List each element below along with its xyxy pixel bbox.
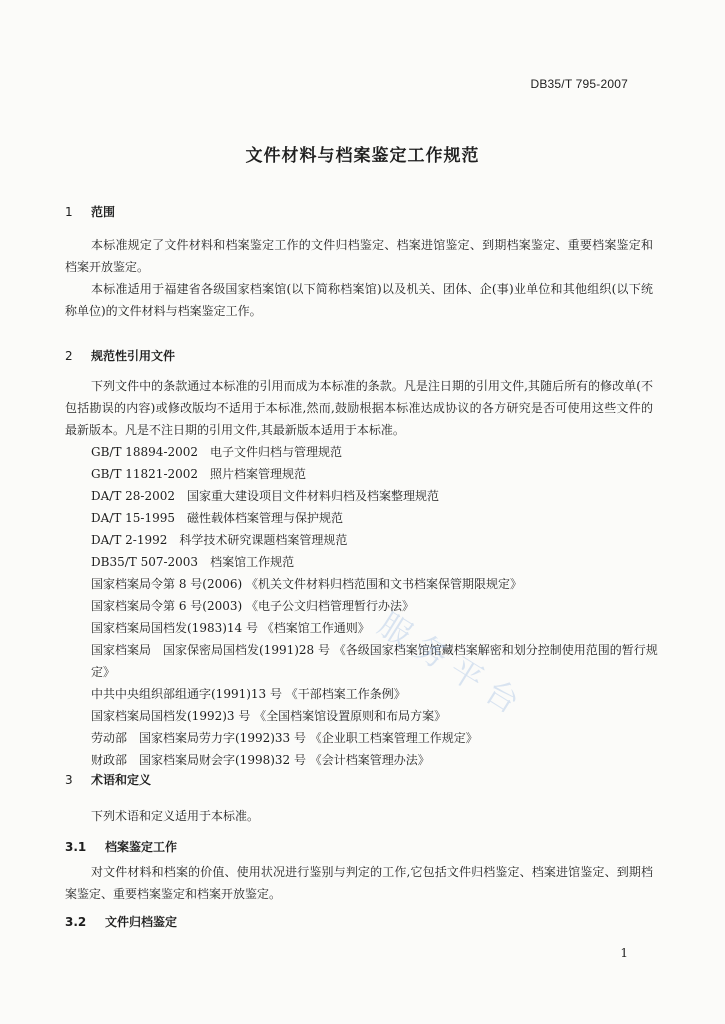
section-3-heading bbox=[65, 771, 151, 788]
section-number: 3 bbox=[65, 773, 73, 787]
term-definition-3-1: 对文件材料和档案的价值、使用状况进行鉴别与判定的工作,它包括文件归档鉴定、档案进馆鉴定、到期档案鉴定、重要档案鉴定和档案开放鉴定。 bbox=[65, 865, 653, 901]
reference-item: GB/T 11821-2002 照片档案管理规范 bbox=[91, 467, 307, 481]
scope-paragraph-2: 本标准适用于福建省各级国家档案馆(以下简称档案馆)以及机关、团体、企(事)业单位和其他组织(以下统称单位)的文件材料与档案鉴定工作。 bbox=[65, 282, 653, 318]
reference-item: 国家档案局国档发(1983)14 号 《档案馆工作通则》 bbox=[91, 621, 370, 635]
subsection-number: 3.2 bbox=[65, 915, 87, 929]
reference-item: GB/T 18894-2002 电子文件归档与管理规范 bbox=[91, 445, 343, 459]
standard-code: DB35/T 795-2007 bbox=[530, 77, 628, 91]
section-title: 规范性引用文件 bbox=[91, 349, 176, 363]
reference-item: DB35/T 507-2003 档案馆工作规范 bbox=[91, 555, 295, 569]
section-2-heading bbox=[65, 347, 175, 364]
subsection-3-2-heading bbox=[65, 913, 177, 930]
normative-references-list bbox=[91, 441, 661, 771]
section-1-heading bbox=[65, 203, 115, 220]
reference-item: 中共中央组织部组通字(1991)13 号 《干部档案工作条例》 bbox=[91, 687, 406, 701]
subsection-title: 文件归档鉴定 bbox=[105, 915, 178, 929]
reference-item: 财政部 国家档案局财会字(1998)32 号 《会计档案管理办法》 bbox=[91, 753, 430, 767]
references-intro: 下列文件中的条款通过本标准的引用而成为本标准的条款。凡是注日期的引用文件,其随后所有的修改单(不包括勘误的内容)或修改版均不适用于本标准,然而,鼓励根据本标准达成协议的各方研究是否可使用这些文件的最新版本。凡是不注日期的引用文件,其最新版本适用于本标准。 bbox=[65, 379, 653, 437]
reference-item: 国家档案局令第 8 号(2006) 《机关文件材料归档范围和文书档案保管期限规定》 bbox=[91, 577, 522, 591]
subsection-number: 3.1 bbox=[65, 840, 87, 854]
reference-item bbox=[65, 639, 661, 683]
reference-item: DA/T 15-1995 磁性载体档案管理与保护规范 bbox=[91, 511, 344, 525]
page-number: 1 bbox=[620, 946, 628, 960]
subsection-3-1-heading bbox=[65, 838, 177, 855]
scope-paragraph-1: 本标准规定了文件材料和档案鉴定工作的文件归档鉴定、档案进馆鉴定、到期档案鉴定、重要档案鉴定和档案开放鉴定。 bbox=[65, 238, 653, 274]
reference-item: 国家档案局国档发(1992)3 号 《全国档案馆设置原则和布局方案》 bbox=[91, 709, 447, 723]
reference-item: DA/T 2-1992 科学技术研究课题档案管理规范 bbox=[91, 533, 348, 547]
watermark: 服务平台 bbox=[371, 605, 535, 727]
terms-intro: 下列术语和定义适用于本标准。 bbox=[91, 809, 260, 823]
section-title: 术语和定义 bbox=[91, 773, 152, 787]
reference-item: 劳动部 国家档案局劳力字(1992)33 号 《企业职工档案管理工作规定》 bbox=[91, 731, 478, 745]
section-number: 1 bbox=[65, 205, 73, 219]
subsection-title: 档案鉴定工作 bbox=[105, 840, 178, 854]
reference-item: DA/T 28-2002 国家重大建设项目文件材料归档及档案整理规范 bbox=[91, 489, 440, 503]
section-number: 2 bbox=[65, 349, 73, 363]
document-title: 文件材料与档案鉴定工作规范 bbox=[245, 146, 480, 166]
section-title: 范围 bbox=[91, 205, 116, 219]
reference-item: 国家档案局令第 6 号(2003) 《电子公文归档管理暂行办法》 bbox=[91, 599, 414, 613]
reference-item-text: 国家档案局 国家保密局国档发(1991)28 号 《各级国家档案馆馆藏档案解密和划分控制使用范围的暂行规定》 bbox=[91, 643, 658, 679]
